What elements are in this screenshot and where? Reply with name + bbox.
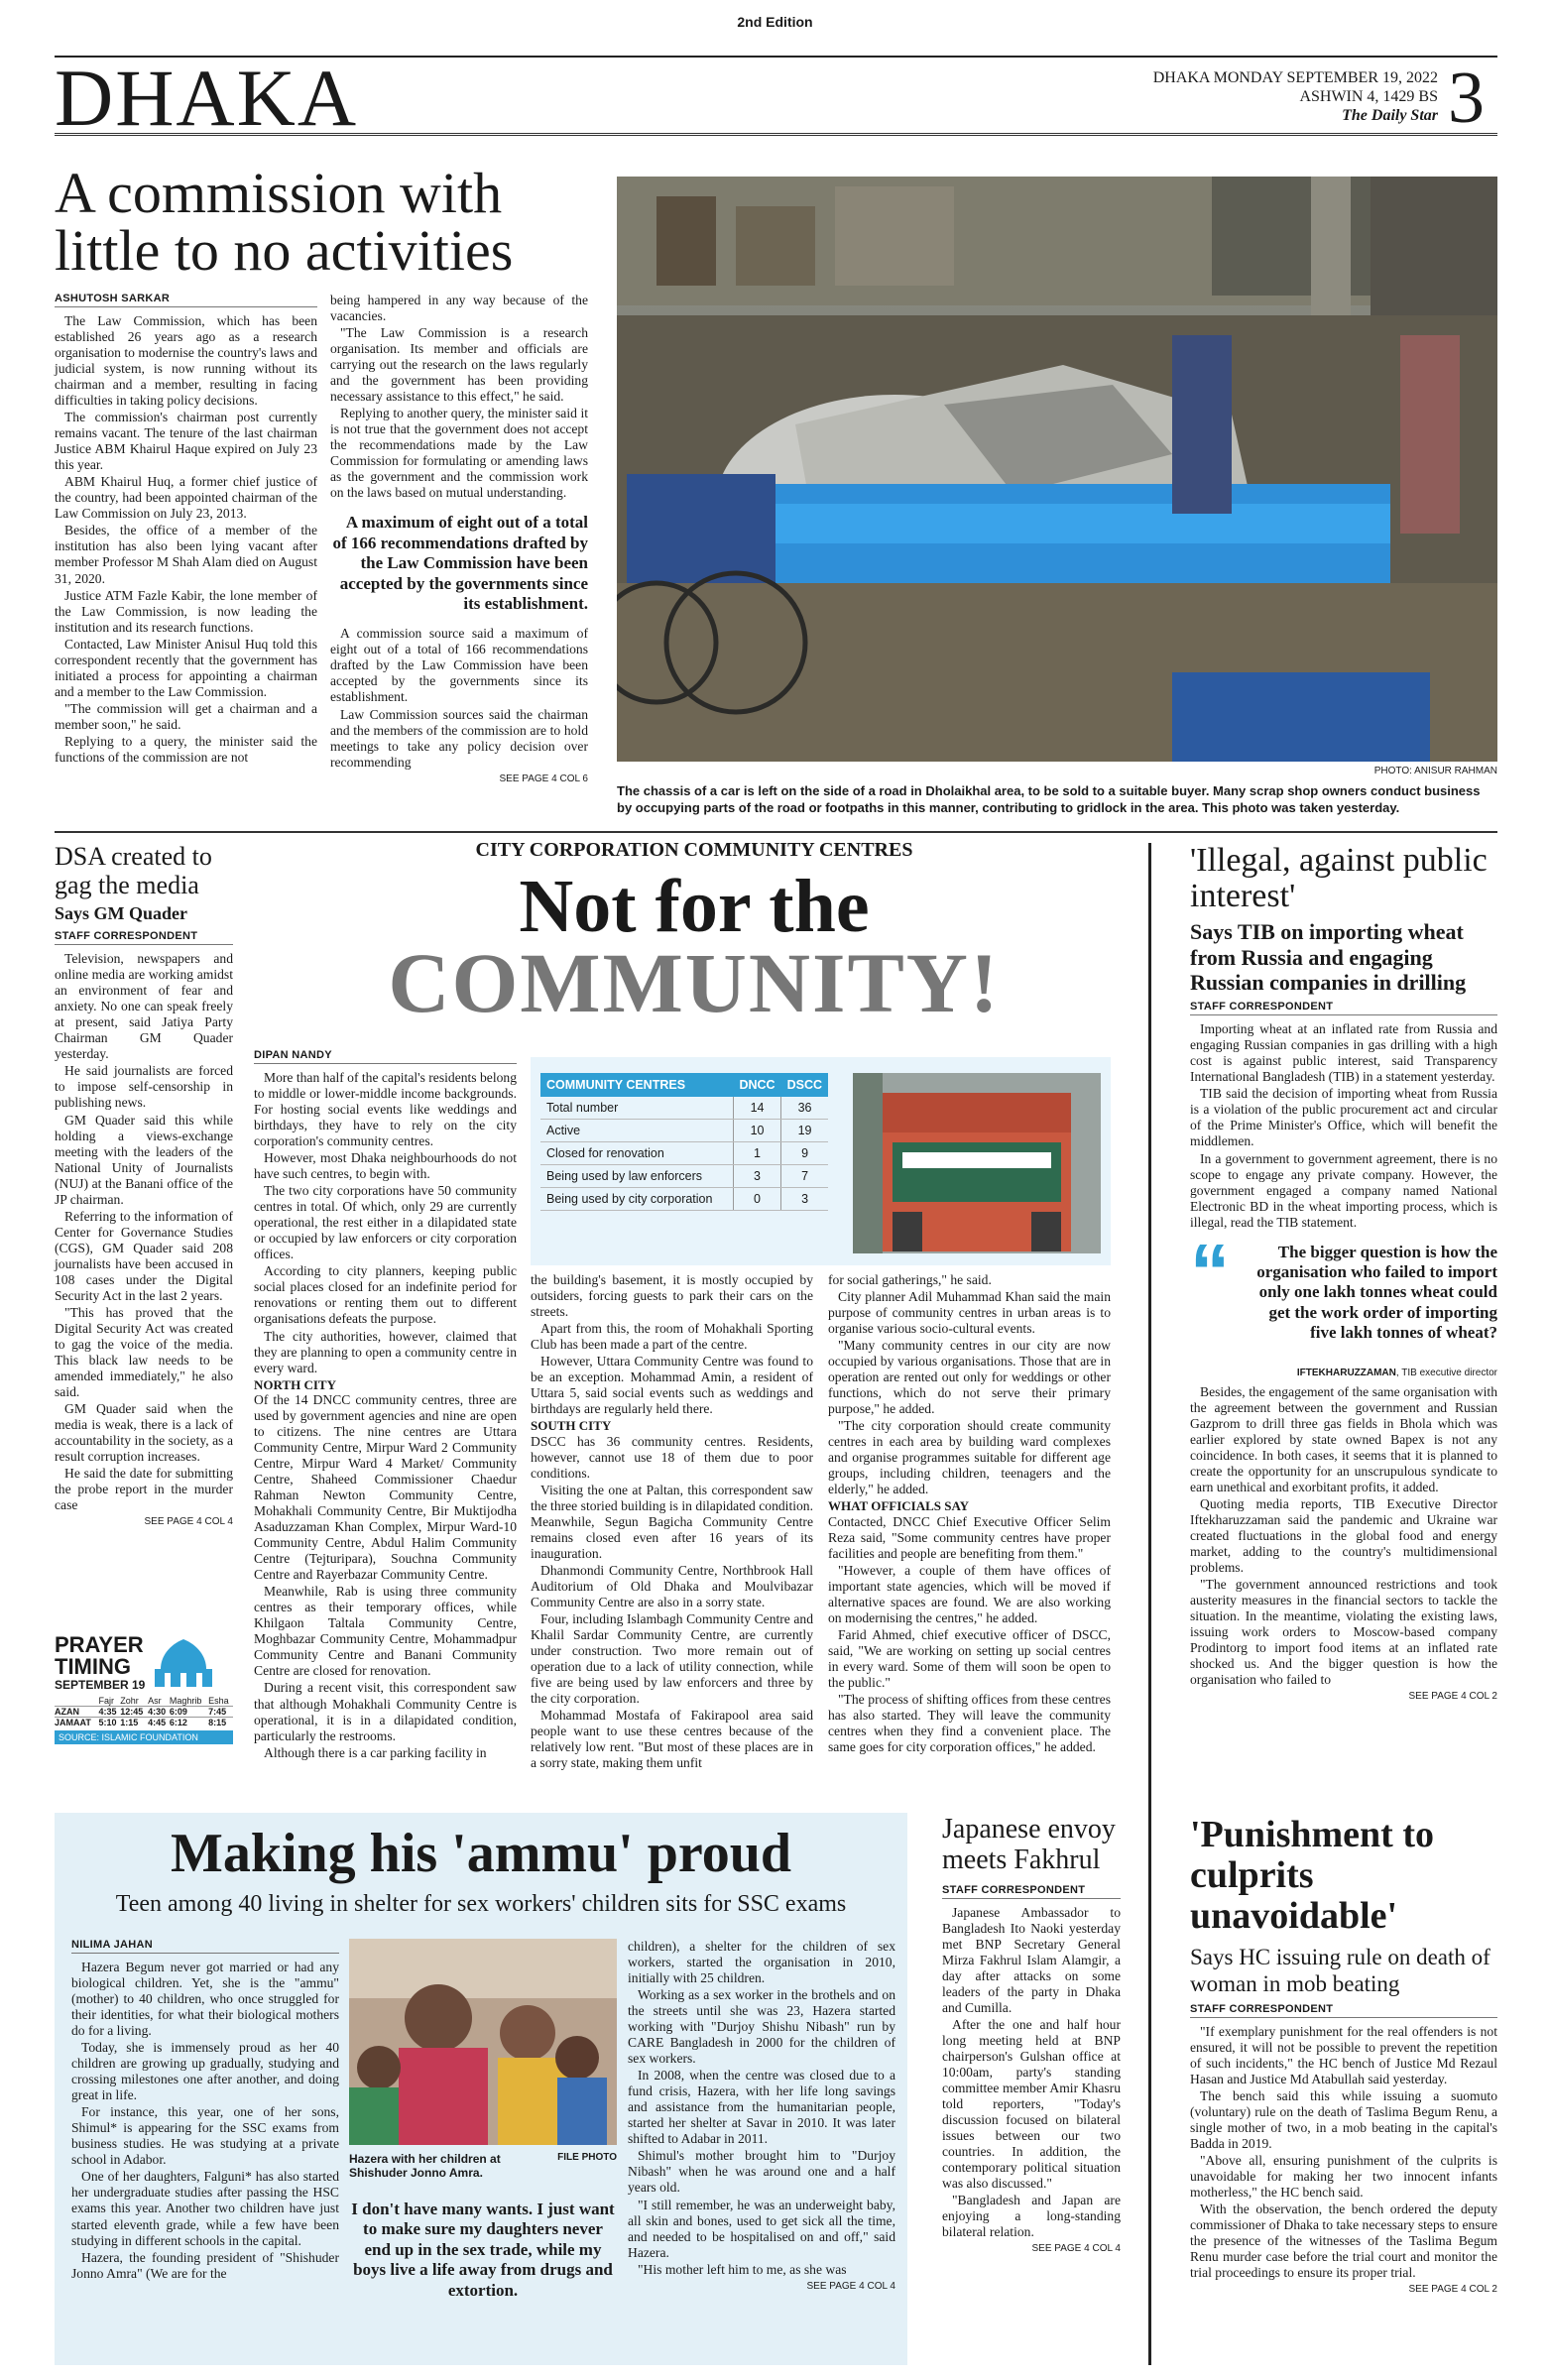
ammu-photo-credit: FILE PHOTO [557,2152,617,2163]
commission-see-page: SEE PAGE 4 COL 6 [499,773,588,784]
mosque-icon [151,1635,216,1691]
japan-headline: Japanese envoy meets Fakhrul [942,1814,1116,1875]
hc-deck: Says HC issuing rule on death of woman in mob beating [1190,1945,1490,1996]
section-name: DHAKA [55,53,359,143]
upper-section-rule [55,831,1497,833]
ammu-deck: Teen among 40 living in shelter for sex workers' children sits for SSC exams [115,1891,847,1917]
car-chassis-photo [617,177,1497,762]
prayer-title1: PRAYER [55,1632,144,1657]
tib-body2: Besides, the engagement of the same organisation with the agreement between the government and Russian Gazprom to drill three gas fields in Bhola which was earlier explored by state owned Bapex is not any coincidence. In both cases, it seems that it is planned to create the opportunity for an unscrupulous syndicate to earn unethical and exorbitant profits, it added. Quoting media reports, TIB Executive Director Iftekharuzzaman said the pandemic and Ukraine war created fluctuations in the global food and energy market, adding to the country's multidimensional problems. "The government announced restrictions and took austerity measures in the financial sectors to tackle the situation. In the meantime, violating the existing laws, issuing work orders to Moscow-based company Prodintorg to import food items at an inflated rate shocked us. And the bigger question is how the organisation who failed to [1190,1383,1497,1688]
north-city-head: NORTH CITY [254,1376,336,1392]
ammu-col3: children), a shelter for the children of sex workers, started the organisation in 2010, initially with 25 children. Working as a sex worker in the brothels and on the streets until she was 23, Hazera started working with "Durjoy Shishu Nibash" run by CARE Bangladesh in 2000 for the children of sex workers. In 2008, when the centre was closed due to a fund crisis, Hazera, with her life long savings and assistance from the humanitarian people, started her shelter at Savar in 2010. It was later shifted to Adabar in 2011. Shimul's mother brought him to "Durjoy Nibash" when he was around one and a half years old. "I still remember, he was an underweight baby, all skin and bones, used to get sick all the time, and needed to be hospitalised on and off," said Hazera. "His mother left him to me, as she was [628,1939,895,2277]
japan-body: Japanese Ambassador to Bangladesh Ito Naoki yesterday met BNP Secretary General Mirza Fakhrul Islam Alamgir, a day after attacks on some leaders of the party in Dhaka and Cumilla. After the one and half hour long meeting held at BNP chairperson's Gulshan office at 10:00am, party's standing committee member Amir Khasru told reporters, "Today's discussion focused on bilateral issues between our two countries. In addition, the contemporary political situation was also discussed." "Bangladesh and Japan are enjoying a long-standing bilateral relation. [942,1904,1121,2240]
commission-byline: ASHUTOSH SARKAR [55,293,317,307]
date: DHAKA MONDAY SEPTEMBER 19, 2022 [1152,69,1438,86]
japan-byline: STAFF CORRESPONDENT [942,1884,1121,1899]
dsa-see-page: SEE PAGE 4 COL 4 [144,1516,233,1528]
dsa-byline: STAFF CORRESPONDENT [55,930,233,945]
prayer-table: Fajr Zohr Asr Maghrib Esha AZAN 4:35 12:45 4:30 6:09 7:45 JAMAAT 5:10 1:15 4:45 6:12 8:15 [55,1696,233,1727]
page-number: 3 [1448,58,1485,139]
hc-headline: 'Punishment to culprits unavoidable' [1190,1814,1434,1938]
community-centre-building-photo [853,1073,1101,1253]
community-headline2: COMMUNITY! [388,935,1001,1030]
prayer-source: SOURCE: ISLAMIC FOUNDATION [55,1730,233,1744]
tib-quote-attribution: IFTEKHARUZZAMAN, TIB executive director [1296,1367,1497,1378]
dsa-headline: DSA created to gag the media [55,842,212,899]
ammu-byline: NILIMA JAHAN [71,1939,339,1954]
south-city-head: SOUTH CITY [531,1418,612,1434]
prayer-timing-box [55,1634,233,1783]
dsa-body: Television, newspapers and online media are working amidst an environment of fear and anxiety. No one can speak freely at present, said Jatiya Party Chairman GM Quader yesterday. He said journalists are forced to impose self-censorship in publishing news. GM Quader said this while holding a views-exchange meeting with the leaders of the National Unity of Journalists (NUJ) at the Banani office of the JP chairman. Referring to the information of Center for Governance Studies (CGS), GM Quader said 208 journalists have been accused in 108 cases under the Digital Security Act in the last 2 years. "This has proved that the Digital Security Act was created to gag the voice of the media. This black law needs to be amended immediately," he also said. GM Quader said when the media is weak, there is a lack of accountability in the society, as a result corruption increases. He said the date for submitting the probe report in the murder case [55,951,233,1513]
community-byline: DIPAN NANDY [254,1049,517,1064]
dsa-deck: Says GM Quader [55,903,188,924]
hc-see-page: SEE PAGE 4 COL 2 [1408,2284,1497,2296]
tib-see-page: SEE PAGE 4 COL 2 [1408,1691,1497,1703]
community-kicker: CITY CORPORATION COMMUNITY CENTRES [475,839,913,861]
tib-body: Importing wheat at an inflated rate from Russia and engaging Russian companies in gas drilling with a high cost is against public interest, said Transparency International Bangladesh (TIB) in a statement yesterday. TIB said the decision of importing wheat from Russia is a violation of the public procurement act and circular of the Prime Minister's Office, which will benefit the middlemen. In a government to government agreement, there is no scope to engage any private company. However, the government engaged a company named National Electronic BD in the wheat importing process, which is illegal, read the TIB statement. [1190,1021,1497,1230]
bangla-date: ASHWIN 4, 1429 BS [1299,87,1438,105]
commission-col2: being hampered in any way because of the vacancies. "The Law Commission is a research organisation. Its member and officials are carrying out the research on the laws regularly and the government has been providing necessary assistance to this effect," he said. Replying to another query, the minister said it is not true that the government does not accept the recommendations made by the Law Commission for formulating or amending laws as the government and the commission work on the laws based on mutual understanding. [330,293,588,501]
prayer-title2: TIMING [55,1654,131,1679]
community-centres-table: COMMUNITY CENTRES DNCC DSCC Total number 14 36 Active 10 19 Closed for renovation 1 9 Being used by law enforcers 3 7 Being used by city corporation 0 3 [540,1073,828,1211]
paper-logo: The Daily Star [1342,106,1438,124]
ammu-photo [349,1939,617,2145]
ammu-headline: Making his 'ammu' proud [170,1823,792,1884]
community-infobox [531,1057,1111,1265]
community-col3: for social gatherings," he said. City planner Adil Muhammad Khan said the main purpose of community centres in urban areas is to organise various socio-cultural events. "Many community centres in our city are now occupied by various organisations. Those that are in operation are rented out only for weddings or other functions, which do not serve their primary purpose," he added. "The city corporation should create community centres in each area by building ward complexes and organise programmes suitable for different age groups, including children, teenagers and the elderly," he added. WHAT OFFICIALS SAY Contacted, DNCC Chief Executive Officer Selim Reza said, "Some community centres have proper facilities and people are benefiting from them." "However, a couple of them have offices of important state agencies, which will be moved if alternative spaces are found. We are also working on modernising the centres," he added. Farid Ahmed, chief executive officer of DSCC, said, "We are working on setting up social centres in every ward. Some of them will soon be open to the public." "The process of shifting offices from these centres has also started. They will leave the community centres when they find a convenient place. The same goes for city corporation offices," he added. [828,1272,1111,1755]
tib-quote: The bigger question is how the organisation who failed to import only one lakh tonnes wheat could get the work order of importing five lakh tonnes of wheat? [1256,1242,1497,1343]
ammu-see-page: SEE PAGE 4 COL 4 [806,2280,895,2292]
commission-col1: The Law Commission, which has been established 26 years ago as a research organisation to modernise the country's laws and judicial system, is now running without its chairman and a member, resulting in facing difficulties in taking policy decisions. The commission's chairman post currently remains vacant. The tenure of the last chairman Justice ABM Khairul Haque expired on July 23 this year. ABM Khairul Huq, a former chief justice of the country, had been appointed chairman of the Law Commission on July 23, 2013. Besides, the office of a member of the institution has also been lying vacant after member Professor M Shah Alam died on August 31, 2020. Justice ATM Fazle Kabir, the lone member of the Law Commission, is now leading the institution and its research functions. Contacted, Law Minister Anisul Huq told this correspondent recently that the government has initiated a process for appointing a chairman and a member to the Law Commission. "The commission will get a chairman and a member soon," he said. Replying to a query, the minister said the functions of the commission are not [55,313,317,765]
community-col1: More than half of the capital's residents belong to middle or lower-middle income backgrounds. For hosting social events like weddings and birthdays, they have to rely on the city corporation's community centres. However, most Dhaka neighbourhoods do not have such centres, to begin with. The two city corporations have 50 community centres in total. Of which, only 29 are currently operational, the rest either in a dilapidated state or occupied by law enforcers or city corporation offices. According to city planners, keeping public social places closed for an indefinite period for renovations or renting them out to different organisations defeats the purpose. The city authorities, however, claimed that they are planning to open a community centre in every ward. NORTH CITY Of the 14 DNCC community centres, three are used by government agencies and nine are open to citizens. The nine centres are Uttara Community Centre, Mirpur Ward 2 Community Centre, Mirpur Ward 4 Market/ Community Centre, Shaheed Commissioner Chaedur Rahman Newton Community Centre, Mohakhali Community Centre, Bir Muktijodha Asaduzzaman Khan Complex, Mirpur Ward-10 Community Centre, Abdul Halim Community Centre (Tejturipara), Souchna Community Centre and Rayerbazar Community Centre. Meanwhile, Rab is using three community centres as their temporary offices, while Khilgaon Taltala Community Centre, Moghbazar Community Centre, Mohammadpur Community Centre and Banani Community Centre are closed for renovation. During a recent visit, this correspondent saw that although Mohakhali Community Centre is operational, it is in a dilapidated condition, particularly the restrooms. Although there is a car parking facility in [254,1070,517,1760]
commission-headline: A commission with little to no activities [55,161,514,283]
dateline [1091,69,1438,126]
top-photo [617,177,1497,762]
community-headline1: Not for the [519,865,870,948]
hc-byline: STAFF CORRESPONDENT [1190,2003,1497,2018]
tib-quote-box [1190,1227,1497,1362]
tib-headline: 'Illegal, against public interest' [1190,842,1488,914]
japan-see-page: SEE PAGE 4 COL 4 [1031,2243,1121,2255]
commission-col2b: A commission source said a maximum of eight out of a total of 166 recommendations drafted by the Law Commission have been accepted by the governments since its establishment. Law Commission sources said the chairman and the members of the commission are to hold meetings to take any policy decision over recommending [330,626,588,770]
community-col2: the building's basement, it is mostly occupied by outsiders, forcing guests to park their cars on the streets. Apart from this, the room of Mohakhali Sporting Club has been made a part of the centre. However, Uttara Community Centre was found to be an exception. Mohammad Amin, a resident of Uttara 5, said social events such as weddings and birthdays are regularly held there. SOUTH CITY DSCC has 36 community centres. Residents, however, cannot use 18 of them due to poor conditions. Visiting the one at Paltan, this correspondent saw the three storied building is in dilapidated condition. Meanwhile, Segun Bagicha Community Centre remains closed even after 16 years of its inauguration. Dhanmondi Community Centre, Northbrook Hall Auditorium of Old Dhaka and Moulvibazar Community Centre are also in a sorry state. Four, including Islambagh Community Centre and Khalil Sardar Community Centre, are currently under construction. Two more remain out of operation due to a lack of utility connection, while five are being used by law enforcers and three by the city corporation. Mohammad Mostafa of Fakirapool area said people want to use these centres because of the relatively low rent. "But most of these places are in a sorry state, making them unfit [531,1272,813,1771]
prayer-date: SEPTEMBER 19 [55,1678,146,1692]
top-photo-caption: The chassis of a car is left on the side of a road in Dholaikhal area, to be sold to a suitable buyer. Many scrap shop owners conduct business by occupying parts of the road or footpaths in this manner, contributing to gridlock in the area. This photo was taken yesterday. [617,783,1481,815]
quote-mark-icon: “ [1190,1227,1230,1316]
hc-body: "If exemplary punishment for the real offenders is not ensured, it will not be possible to prevent the repetition of such incidents," the HC bench of Justice Md Rezaul Hasan and Justice Md Atabullah said yesterday. The bench said this while issuing a suomuto (voluntary) rule on the death of Taslima Begum Renu, a single mother of two, in a mob beating in the capital's Badda in 2019. "Above all, ensuring punishment of the culprits is unavoidable for making her two innocent infants motherless," the HC bench said. With the observation, the bench ordered the deputy commissioner of Dhaka to take necessary steps to ensure the presence of the witnesses of the Taslima Begum Renu murder case before the trial court and monitor the trial proceedings to ensure its proper trial. [1190,2023,1497,2281]
tib-byline: STAFF CORRESPONDENT [1190,1001,1497,1015]
ammu-photo-caption: Hazera with her children at Shishuder Jonno Amra. [349,2152,501,2180]
masthead-bottom-rule [55,133,1497,136]
ammu-pullquote: I don't have many wants. I just want to make sure my daughters never end up in the sex trade, while my boys live a life away from drugs and extortion. [351,2200,615,2300]
officials-head: WHAT OFFICIALS SAY [828,1498,970,1514]
edition-label: 2nd Edition [737,14,813,30]
commission-pullquote: A maximum of eight out of a total of 166 recommendations drafted by the Law Commission have been accepted by the governments since its establishment. [332,513,588,613]
right-column-rule [1148,843,1151,2365]
top-photo-credit: PHOTO: ANISUR RAHMAN [1373,766,1497,776]
tib-deck: Says TIB on importing wheat from Russia and engaging Russian companies in drilling [1190,919,1467,995]
ammu-col1: Hazera Begum never got married or had any biological children. Yet, she is the "ammu" (mother) to 40 children, who once struggled for their identities, for what their biological mothers do for a living. Today, she is immensely proud as her 40 children are growing up gradually, studying and crossing milestones one after another, and doing great in life. For instance, this year, one of her sons, Shimul* is appearing for the SSC exams from business studies. He was studying at a private school in Adabor. One of her daughters, Falguni* has also started her undergraduate studies after passing the HSC exams this year. Another two children have just started eleventh grade, while a few have been studying in different schools in the capital. Hazera, the founding president of "Shishuder Jonno Amra" (We are for the [71,1960,339,2281]
